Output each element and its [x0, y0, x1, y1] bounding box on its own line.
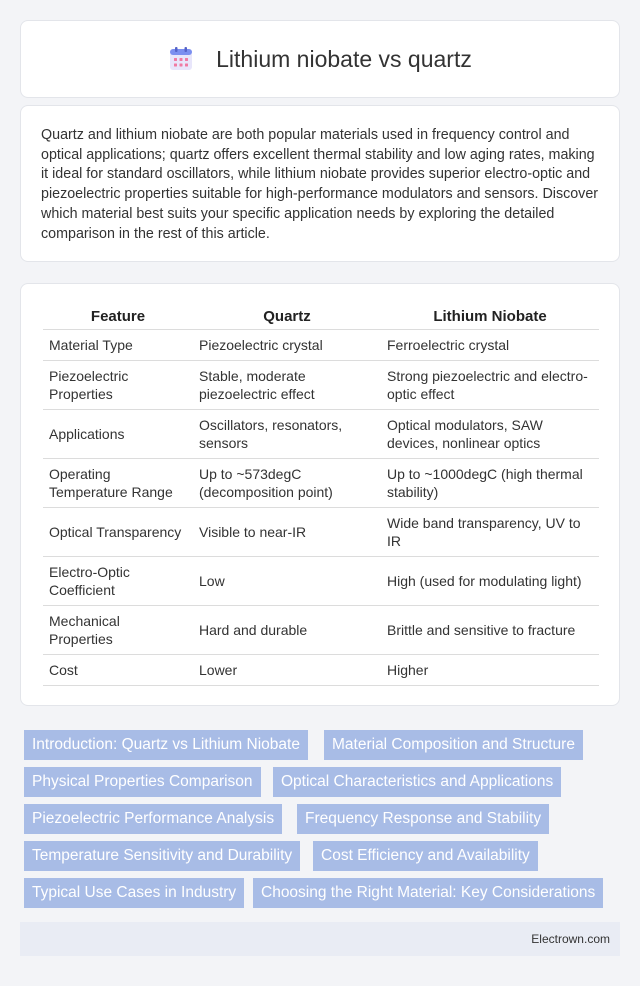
- tag-material-composition[interactable]: Material Composition and Structure: [324, 730, 583, 760]
- tag-choosing-material[interactable]: Choosing the Right Material: Key Considerations: [253, 878, 603, 908]
- tag-frequency-response[interactable]: Frequency Response and Stability: [297, 804, 549, 834]
- table-cell: High (used for modulating light): [381, 556, 599, 605]
- table-cell: Applications: [43, 409, 193, 458]
- header-feature: Feature: [43, 304, 193, 329]
- footer-brand[interactable]: Electrown.com: [531, 932, 610, 946]
- tag-piezoelectric-performance[interactable]: Piezoelectric Performance Analysis: [24, 804, 282, 834]
- table-cell: Mechanical Properties: [43, 605, 193, 654]
- table-cell: Brittle and sensitive to fracture: [381, 605, 599, 654]
- table-cell: Optical modulators, SAW devices, nonlinear optics: [381, 409, 599, 458]
- table-cell: Stable, moderate piezoelectric effect: [193, 360, 381, 409]
- table-cell: Wide band transparency, UV to IR: [381, 507, 599, 556]
- table-row: [43, 409, 599, 458]
- page-title: Lithium niobate vs quartz: [216, 45, 472, 72]
- header-lithium-niobate: Lithium Niobate: [381, 304, 599, 329]
- table-cell: Piezoelectric Properties: [43, 360, 193, 409]
- table-row: [43, 654, 599, 685]
- comparison-table: [43, 304, 599, 686]
- table-cell: Lower: [193, 654, 381, 685]
- calendar-icon: [168, 46, 194, 72]
- table-cell: Strong piezoelectric and electro-optic effect: [381, 360, 599, 409]
- table-row: [43, 507, 599, 556]
- table-cell: Hard and durable: [193, 605, 381, 654]
- table-row: [43, 458, 599, 507]
- table-cell: Low: [193, 556, 381, 605]
- tag-introduction[interactable]: Introduction: Quartz vs Lithium Niobate: [24, 730, 308, 760]
- table-cell: Piezoelectric crystal: [193, 329, 381, 360]
- table-cell: Electro-Optic Coefficient: [43, 556, 193, 605]
- table-cell: Visible to near-IR: [193, 507, 381, 556]
- header-quartz: Quartz: [193, 304, 381, 329]
- table-cell: Operating Temperature Range: [43, 458, 193, 507]
- tag-cost-efficiency[interactable]: Cost Efficiency and Availability: [313, 841, 538, 871]
- table-row: [43, 329, 599, 360]
- table-cell: Up to ~573degC (decomposition point): [193, 458, 381, 507]
- table-cell: Material Type: [43, 329, 193, 360]
- table-row: [43, 556, 599, 605]
- tag-temperature-sensitivity[interactable]: Temperature Sensitivity and Durability: [24, 841, 300, 871]
- tag-optical-characteristics[interactable]: Optical Characteristics and Applications: [273, 767, 561, 797]
- tag-typical-use-cases[interactable]: Typical Use Cases in Industry: [24, 878, 244, 908]
- title-card: [20, 20, 620, 98]
- table-cell: Cost: [43, 654, 193, 685]
- comparison-table-card: [20, 283, 620, 706]
- tag-physical-properties[interactable]: Physical Properties Comparison: [24, 767, 261, 797]
- intro-card: [20, 105, 620, 262]
- table-row: [43, 360, 599, 409]
- table-cell: Up to ~1000degC (high thermal stability): [381, 458, 599, 507]
- footer: [20, 922, 620, 956]
- table-header-row: [43, 304, 599, 329]
- table-cell: Ferroelectric crystal: [381, 329, 599, 360]
- table-cell: Higher: [381, 654, 599, 685]
- table-cell: Optical Transparency: [43, 507, 193, 556]
- table-row: [43, 605, 599, 654]
- table-cell: Oscillators, resonators, sensors: [193, 409, 381, 458]
- intro-paragraph: Quartz and lithium niobate are both popular materials used in frequency control and optical applications; quartz offers excellent thermal stability and low aging rates, making it ideal for standard oscillators, while lithium niobate provides superior electro-optic and piezoelectric properties suitable for high-performance modulators and sensors. Discover which material best suits your specific application needs by exploring the detailed comparison in the rest of this article.: [41, 127, 599, 242]
